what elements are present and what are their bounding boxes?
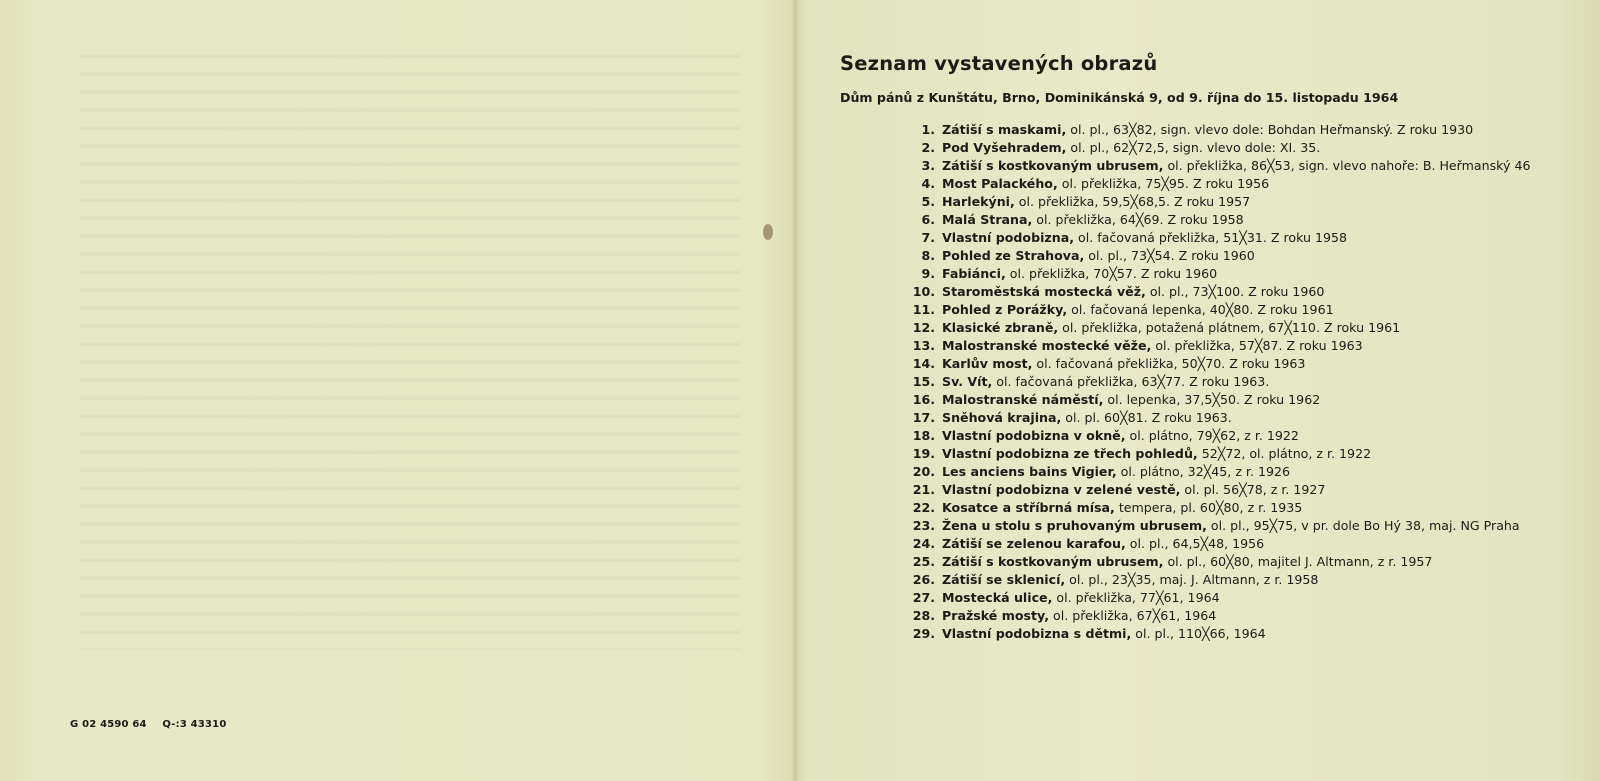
- painting-title: Harlekýni,: [942, 194, 1015, 209]
- painting-title: Sněhová krajina,: [942, 410, 1062, 425]
- item-number: 5.: [921, 194, 935, 209]
- item-number: 11.: [912, 302, 935, 317]
- painting-title: Vlastní podobizna,: [942, 230, 1074, 245]
- painting-details: ol. plátno, 32╳45, z r. 1926: [1116, 464, 1291, 479]
- painting-title: Vlastní podobizna v okně,: [942, 428, 1126, 443]
- item-number: 23.: [912, 518, 935, 533]
- list-item: [906, 211, 1534, 229]
- list-item: [906, 445, 1534, 463]
- painting-details: ol. fačovaná překližka, 50╳70. Z roku 1963: [1032, 356, 1306, 371]
- list-item: [906, 175, 1534, 193]
- list-item: [906, 355, 1534, 373]
- list-item: [906, 625, 1534, 643]
- painting-details: ol. pl., 60╳80, majitel J. Altmann, z r. 1957: [1163, 554, 1433, 569]
- painting-title: Pohled ze Strahova,: [942, 248, 1085, 263]
- painting-details: ol. překližka, 57╳87. Z roku 1963: [1151, 338, 1363, 353]
- painting-list: [906, 121, 1534, 643]
- painting-title: Sv. Vít,: [942, 374, 993, 389]
- list-item: [906, 535, 1534, 553]
- painting-title: Vlastní podobizna ze třech pohledů,: [942, 446, 1198, 461]
- list-item: [906, 121, 1534, 139]
- item-number: 27.: [912, 590, 935, 605]
- painting-details: ol. pl., 95╳75, v pr. dole Bo Hý 38, maj. NG Praha: [1206, 518, 1520, 533]
- painting-title: Pod Vyšehradem,: [942, 140, 1067, 155]
- painting-details: ol. překližka, 67╳61, 1964: [1049, 608, 1217, 623]
- list-item: [906, 481, 1534, 499]
- painting-title: Karlův most,: [942, 356, 1033, 371]
- item-number: 29.: [912, 626, 935, 641]
- item-number: 2.: [921, 140, 935, 155]
- item-number: 6.: [921, 212, 935, 227]
- list-item: [906, 517, 1534, 535]
- item-number: 20.: [912, 464, 935, 479]
- exhibition-subtitle: Dům pánů z Kunštátu, Brno, Dominikánská 9, od 9. října do 15. listopadu 1964: [840, 90, 1399, 105]
- list-item: [906, 301, 1534, 319]
- page-title: Seznam vystavených obrazů: [840, 52, 1158, 75]
- painting-details: ol. překližka, 64╳69. Z roku 1958: [1032, 212, 1244, 227]
- list-item: [906, 229, 1534, 247]
- painting-details: ol. pl., 64,5╳48, 1956: [1125, 536, 1265, 551]
- painting-title: Zátiší s maskami,: [942, 122, 1067, 137]
- painting-title: Žena u stolu s pruhovaným ubrusem,: [942, 518, 1207, 533]
- item-number: 12.: [912, 320, 935, 335]
- painting-title: Vlastní podobizna s dětmi,: [942, 626, 1132, 641]
- center-fold: [792, 0, 798, 781]
- painting-title: Malá Strana,: [942, 212, 1033, 227]
- item-number: 25.: [912, 554, 935, 569]
- painting-title: Klasické zbraně,: [942, 320, 1059, 335]
- list-item: [906, 499, 1534, 517]
- item-number: 28.: [912, 608, 935, 623]
- painting-title: Vlastní podobizna v zelené vestě,: [942, 482, 1181, 497]
- list-item: [906, 373, 1534, 391]
- painting-title: Malostranské náměstí,: [942, 392, 1104, 407]
- item-number: 24.: [912, 536, 935, 551]
- painting-details: tempera, pl. 60╳80, z r. 1935: [1114, 500, 1303, 515]
- item-number: 19.: [912, 446, 935, 461]
- painting-title: Kosatce a stříbrná mísa,: [942, 500, 1115, 515]
- item-number: 17.: [912, 410, 935, 425]
- paper-stain: [763, 224, 773, 240]
- painting-title: Fabiánci,: [942, 266, 1006, 281]
- item-number: 21.: [912, 482, 935, 497]
- painting-details: ol. plátno, 79╳62, z r. 1922: [1125, 428, 1299, 443]
- item-number: 26.: [912, 572, 935, 587]
- print-code-1: G 02 4590 64: [70, 719, 147, 730]
- painting-details: ol. fačovaná překližka, 63╳77. Z roku 1963.: [992, 374, 1270, 389]
- item-number: 3.: [921, 158, 935, 173]
- painting-title: Les anciens bains Vigier,: [942, 464, 1117, 479]
- item-number: 18.: [912, 428, 935, 443]
- painting-title: Zátiší se sklenicí,: [942, 572, 1066, 587]
- painting-details: ol. překližka, 77╳61, 1964: [1052, 590, 1220, 605]
- painting-details: ol. pl., 62╳72,5, sign. vlevo dole: XI. 35.: [1066, 140, 1321, 155]
- painting-title: Zátiší se zelenou karafou,: [942, 536, 1126, 551]
- painting-details: ol. fačovaná lepenka, 40╳80. Z roku 1961: [1067, 302, 1334, 317]
- painting-details: ol. pl. 60╳81. Z roku 1963.: [1061, 410, 1232, 425]
- list-item: [906, 409, 1534, 427]
- list-item: [906, 319, 1534, 337]
- list-item: [906, 589, 1534, 607]
- painting-title: Most Palackého,: [942, 176, 1058, 191]
- painting-details: ol. pl., 73╳100. Z roku 1960: [1145, 284, 1325, 299]
- painting-title: Malostranské mostecké věže,: [942, 338, 1152, 353]
- list-item: [906, 553, 1534, 571]
- item-number: 13.: [912, 338, 935, 353]
- list-item: [906, 571, 1534, 589]
- list-item: [906, 247, 1534, 265]
- list-item: [906, 193, 1534, 211]
- painting-details: ol. fačovaná překližka, 51╳31. Z roku 1958: [1074, 230, 1348, 245]
- item-number: 14.: [912, 356, 935, 371]
- list-item: [906, 607, 1534, 625]
- item-number: 15.: [912, 374, 935, 389]
- item-number: 4.: [921, 176, 935, 191]
- item-number: 7.: [921, 230, 935, 245]
- painting-details: ol. překližka, 59,5╳68,5. Z roku 1957: [1014, 194, 1251, 209]
- painting-title: Mostecká ulice,: [942, 590, 1053, 605]
- item-number: 22.: [912, 500, 935, 515]
- list-item: [906, 337, 1534, 355]
- item-number: 16.: [912, 392, 935, 407]
- painting-details: ol. pl., 63╳82, sign. vlevo dole: Bohdan Heřmanský. Z roku 1930: [1066, 122, 1474, 137]
- painting-details: 52╳72, ol. plátno, z r. 1922: [1197, 446, 1372, 461]
- list-item: [906, 391, 1534, 409]
- painting-details: ol. překližka, 70╳57. Z roku 1960: [1005, 266, 1218, 281]
- painting-details: ol. překližka, potažená plátnem, 67╳110. Z roku 1961: [1058, 320, 1401, 335]
- list-item: [906, 283, 1534, 301]
- painting-details: ol. pl., 110╳66, 1964: [1131, 626, 1266, 641]
- painting-title: Staroměstská mostecká věž,: [942, 284, 1146, 299]
- list-item: [906, 139, 1534, 157]
- list-item: [906, 157, 1534, 175]
- item-number: 9.: [921, 266, 935, 281]
- item-number: 8.: [921, 248, 935, 263]
- show-through-text: [80, 40, 740, 650]
- list-item: [906, 265, 1534, 283]
- print-code: [70, 719, 226, 730]
- painting-details: ol. překližka, 86╳53, sign. vlevo nahoře: B. Heřmanský 46: [1163, 158, 1531, 173]
- painting-details: ol. lepenka, 37,5╳50. Z roku 1962: [1103, 392, 1321, 407]
- item-number: 10.: [912, 284, 935, 299]
- painting-details: ol. pl., 23╳35, maj. J. Altmann, z r. 1958: [1065, 572, 1319, 587]
- painting-title: Zátiší s kostkovaným ubrusem,: [942, 554, 1164, 569]
- print-code-2: Q-:3 43310: [162, 719, 227, 730]
- list-item: [906, 463, 1534, 481]
- painting-details: ol. překližka, 75╳95. Z roku 1956: [1057, 176, 1270, 191]
- painting-details: ol. pl. 56╳78, z r. 1927: [1180, 482, 1326, 497]
- painting-title: Pohled z Porážky,: [942, 302, 1068, 317]
- list-item: [906, 427, 1534, 445]
- item-number: 1.: [921, 122, 935, 137]
- painting-title: Pražské mosty,: [942, 608, 1050, 623]
- painting-title: Zátiší s kostkovaným ubrusem,: [942, 158, 1164, 173]
- painting-details: ol. pl., 73╳54. Z roku 1960: [1084, 248, 1255, 263]
